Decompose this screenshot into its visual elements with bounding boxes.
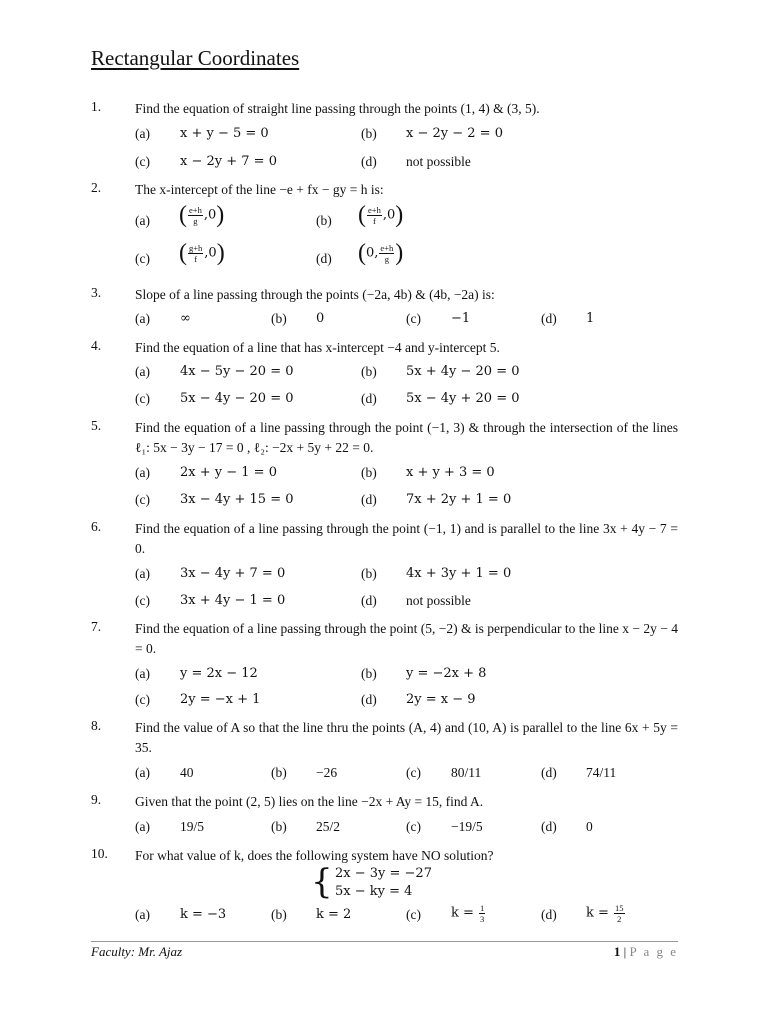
- question-6: [91, 519, 678, 559]
- option-c-value: ( $\frac{g+h}{f}$ ,0): [179, 240, 225, 266]
- question-text: Find the equation of straight line passing through the points (1, 4) & (3, 5).: [135, 101, 540, 116]
- options-row: [135, 903, 695, 933]
- page-separator: |: [620, 944, 630, 959]
- option-d: (d) k = $\frac{15}{2}$: [541, 903, 624, 924]
- question-number: 2.: [91, 180, 102, 195]
- question-number: 1.: [91, 99, 102, 114]
- option-d: (d) 1: [541, 311, 595, 326]
- page-number: 1: [613, 944, 621, 959]
- option-b: (b) x − 2y − 2 = 0: [361, 126, 503, 141]
- question-2: [91, 180, 678, 200]
- options-row: [135, 765, 695, 787]
- question-number: 5.: [91, 418, 102, 433]
- option-a: (a) 3x − 4y + 7 = 0: [135, 566, 286, 581]
- options-row: [135, 391, 695, 413]
- option-c: (c): [135, 251, 150, 266]
- option-a-value: ( $\frac{e+h}{g}$ ,0): [179, 202, 225, 228]
- option-c: (c) k = $\frac{1}{3}$: [406, 903, 485, 924]
- option-a: (a) y = 2x − 12: [135, 666, 258, 681]
- option-b: (b) 4x + 3y + 1 = 0: [361, 566, 512, 581]
- option-d: (d): [316, 251, 332, 266]
- option-d: (d) 7x + 2y + 1 = 0: [361, 492, 512, 507]
- option-b: (b) y = −2x + 8: [361, 666, 487, 681]
- options-row: [135, 364, 695, 386]
- question-text: Slope of a line passing through the points (−2a, 4b) & (4b, −2a) is:: [135, 287, 495, 302]
- question-number: 9.: [91, 792, 102, 807]
- options-row: [135, 819, 695, 841]
- question-9: [91, 792, 678, 812]
- options-row: [135, 126, 695, 148]
- option-a: (a) 4x − 5y − 20 = 0: [135, 364, 294, 379]
- question-text: Find the equation of a line passing through the point (−1, 3) & through the intersection of the lines ℓ₁: 5x − 3y − 17 = 0 , ℓ₂: −2x + 5y + 22 = 0.: [135, 420, 678, 455]
- option-d: (d) 2y = x − 9: [361, 692, 476, 707]
- question-10: [91, 846, 678, 866]
- question-text: Find the value of A so that the line thru the points (A, 4) and (10, A) is parallel to the line 6x + 5y = 35.: [135, 720, 678, 755]
- option-b: (b): [316, 213, 332, 228]
- question-number: 6.: [91, 519, 102, 534]
- question-text: Find the equation of a line that has x-intercept −4 and y-intercept 5.: [135, 340, 500, 355]
- option-b: (b) k = 2: [271, 907, 352, 922]
- footer-page: [614, 944, 678, 960]
- options-row: [135, 465, 695, 487]
- option-d: (d) 5x − 4y + 20 = 0: [361, 391, 520, 406]
- option-c: (c) 5x − 4y − 20 = 0: [135, 391, 294, 406]
- options-row: [135, 240, 695, 276]
- option-d-value: (0, $\frac{e+h}{g}$ ): [358, 240, 404, 266]
- options-row: [135, 202, 695, 238]
- question-number: 3.: [91, 285, 102, 300]
- system-equation-2: 5x − ky = 4: [335, 884, 413, 899]
- option-a: (a) k = −3: [135, 907, 227, 922]
- question-number: 4.: [91, 338, 102, 353]
- option-a: (a) ∞: [135, 311, 191, 326]
- option-a: (a) 2x + y − 1 = 0: [135, 465, 277, 480]
- option-b: (b) 5x + 4y − 20 = 0: [361, 364, 520, 379]
- question-text: For what value of k, does the following system have NO solution?: [135, 848, 494, 863]
- question-7: [91, 619, 678, 659]
- option-b-value: ( $\frac{e+h}{f}$ ,0): [358, 202, 404, 228]
- question-number: 10.: [91, 846, 108, 861]
- question-number: 7.: [91, 619, 102, 634]
- page-title: Rectangular Coordinates: [91, 46, 300, 70]
- question-4: [91, 338, 678, 358]
- option-a: (a): [135, 213, 150, 228]
- option-c: (c) 3x + 4y − 1 = 0: [135, 593, 286, 608]
- system-equation-1: 2x − 3y = −27: [335, 866, 432, 881]
- option-c: (c) −19/5: [406, 819, 483, 834]
- option-b: (b) x + y + 3 = 0: [361, 465, 495, 480]
- option-c: (c) −1: [406, 311, 471, 326]
- question-8: [91, 718, 678, 758]
- brace-icon: {: [311, 862, 333, 902]
- option-c: (c) 3x − 4y + 15 = 0: [135, 492, 294, 507]
- option-d: (d) 0: [541, 819, 593, 834]
- option-d: (d) not possible: [361, 593, 471, 608]
- question-text: Given that the point (2, 5) lies on the line −2x + Ay = 15, find A.: [135, 794, 484, 809]
- question-text: Find the equation of a line passing through the point (−1, 1) and is parallel to the line 3x + 4y − 7 = 0.: [135, 521, 678, 556]
- question-text: Find the equation of a line passing through the point (5, −2) & is perpendicular to the line x − 2y − 4 = 0.: [135, 621, 678, 656]
- footer-divider: [91, 941, 678, 942]
- footer-faculty: Faculty: Mr. Ajaz: [91, 944, 183, 959]
- question-number: 8.: [91, 718, 102, 733]
- options-row: [135, 492, 695, 514]
- options-row: [135, 566, 695, 588]
- page-word: P a g e: [629, 944, 678, 959]
- options-row: [135, 311, 695, 333]
- option-c: (c) 2y = −x + 1: [135, 692, 261, 707]
- option-c: (c) x − 2y + 7 = 0: [135, 154, 277, 169]
- option-a: (a) 40: [135, 765, 194, 780]
- question-3: [91, 285, 678, 305]
- question-5: [91, 418, 678, 458]
- option-d: (d) not possible: [361, 154, 471, 169]
- question-1: [91, 99, 678, 119]
- options-row: [135, 593, 695, 615]
- option-b: (b) 0: [271, 311, 325, 326]
- options-row: [135, 666, 695, 688]
- option-a: (a) 19/5: [135, 819, 205, 834]
- option-c: (c) 80/11: [406, 765, 482, 780]
- options-row: [135, 692, 695, 714]
- question-text: The x-intercept of the line −e + fx − gy = h is:: [135, 182, 384, 197]
- options-row: [135, 154, 695, 176]
- option-a: (a) x + y − 5 = 0: [135, 126, 269, 141]
- option-d: (d) 74/11: [541, 765, 617, 780]
- option-b: (b) −26: [271, 765, 338, 780]
- option-b: (b) 25/2: [271, 819, 341, 834]
